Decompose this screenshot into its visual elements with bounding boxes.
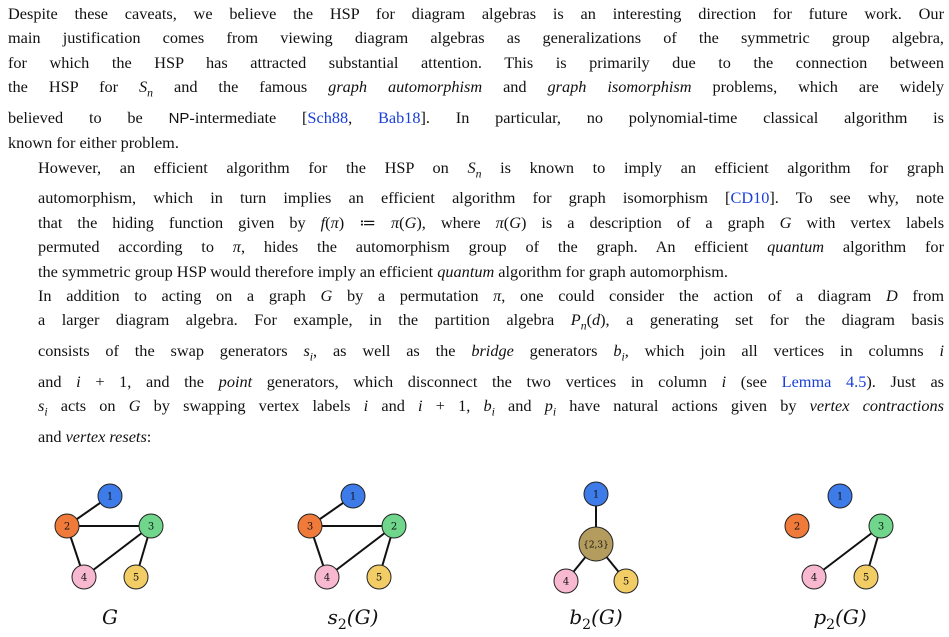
graph-figure (0, 476, 949, 637)
text-run: ]. In particular, no polynomial-time classical algorithm is (420, 107, 945, 127)
subscript: i (44, 405, 48, 419)
italic-text: π (495, 212, 504, 232)
graph-caption: $b_2(G)$ (569, 605, 623, 633)
text-run: , as well as the (313, 341, 472, 361)
node-label: 1 (349, 491, 357, 503)
text-run: is known to imply an efficient algorithm for graph (481, 157, 944, 177)
text-run: main justification comes from viewing diagram algebras as generalizations of the symmetric group algebra, (8, 28, 944, 48)
italic-text: vertex resets (65, 426, 147, 446)
italic-text: i (939, 341, 944, 361)
text-run: believed to be (8, 107, 169, 127)
graph-2 (298, 484, 406, 633)
citation-link[interactable]: Sch88 (307, 107, 349, 127)
text-run: from (897, 285, 945, 305)
italic-text: i (721, 371, 727, 391)
italic-text: G (509, 212, 521, 232)
node-label: 5 (862, 572, 870, 584)
text-run: However, an efficient algorithm for the HSP on (38, 157, 468, 177)
italic-text: G (320, 285, 333, 305)
subscript: n (475, 166, 482, 180)
subscript: n (147, 86, 154, 100)
text-run: : (146, 426, 152, 446)
paragraph (8, 2, 944, 156)
text-run: and the famous (153, 77, 329, 97)
text-run: generators, which disconnect the two vertices in column (252, 371, 722, 391)
node-label: 5 (375, 572, 383, 584)
text-run: problems, which are widely (691, 77, 944, 97)
italic-text: graph isomorphism (547, 77, 692, 97)
text-line (8, 339, 944, 370)
node-label: {2,3} (583, 540, 609, 551)
text-run: and (38, 371, 77, 391)
italic-text: P (570, 310, 581, 330)
node-label: 5 (132, 572, 140, 584)
text-run: , (348, 107, 378, 127)
text-run: ). Just as (866, 371, 945, 391)
text-line (8, 260, 944, 284)
text-run: ) ≔ (338, 212, 391, 232)
text-run: ( (399, 212, 405, 232)
paragraph (8, 156, 944, 284)
text-run: the HSP for (8, 77, 140, 97)
text-run: + 1, (422, 396, 484, 416)
text-run: , hides the automorphism group of the graph. An efficient (240, 237, 768, 257)
node-label: 3 (306, 521, 314, 533)
text-line (8, 308, 944, 339)
text-line (8, 211, 944, 235)
italic-text: D (885, 285, 898, 305)
text-run: ]. To see why, note (769, 188, 944, 208)
italic-text: π (232, 237, 241, 257)
text-line (8, 2, 944, 26)
node-label: 1 (106, 491, 114, 503)
text-run: -intermediate [ (189, 107, 308, 127)
graph-caption: $s_2(G)$ (327, 605, 379, 633)
subscript: i (491, 405, 495, 419)
text-run: ( (325, 212, 331, 232)
node-label: 2 (63, 521, 71, 533)
complexity-class: NP (168, 109, 190, 127)
italic-text: S (467, 157, 476, 177)
text-run: ), where (416, 212, 496, 232)
text-run: (see (726, 371, 782, 391)
italic-text: d (592, 310, 601, 330)
text-run: and (482, 77, 548, 97)
text-run: by a permutation (332, 285, 494, 305)
italic-text: f (320, 212, 326, 232)
italic-text: i (363, 396, 369, 416)
node-label: 1 (836, 491, 844, 503)
text-run: automorphism, which in turn implies an efficient algorithm for graph isomorphism [ (38, 188, 731, 208)
citation-link[interactable]: Lemma 4.5 (781, 371, 867, 391)
italic-text: G (404, 212, 417, 232)
text-line (8, 394, 944, 425)
italic-text: i (76, 371, 81, 391)
node-label: 3 (147, 521, 155, 533)
italic-text: p (544, 396, 553, 416)
text-run: ), a generating set for the diagram basis (600, 310, 944, 330)
text-run: In addition to acting on a graph (38, 285, 321, 305)
text-run: acts on (47, 396, 129, 416)
text-line (8, 51, 944, 75)
graph-4 (785, 484, 893, 633)
italic-text: point (218, 371, 253, 391)
italic-text: bridge (471, 341, 514, 361)
italic-text: π (390, 212, 400, 232)
text-line (8, 75, 944, 106)
text-run: known for either problem. (8, 133, 179, 153)
node-label: 4 (323, 572, 331, 584)
text-run: algorithm for (824, 237, 944, 257)
text-line (8, 26, 944, 50)
italic-text: s (303, 341, 310, 361)
italic-text: i (418, 396, 423, 416)
text-run: , which join all vertices in columns (624, 341, 940, 361)
italic-text: S (139, 77, 148, 97)
citation-link[interactable]: CD10 (730, 188, 770, 208)
node-label: 4 (562, 576, 570, 588)
node-label: 2 (390, 521, 398, 533)
text-run: Despite these caveats, we believe the HSP for diagram algebras is an interesting direction for future work. Our (8, 4, 944, 23)
node-label: 2 (793, 521, 801, 533)
subscript: n (580, 319, 587, 333)
text-run: have natural actions given by (556, 396, 810, 416)
italic-text: graph automorphism (328, 77, 483, 97)
text-run: and (494, 396, 545, 416)
text-line (8, 284, 944, 308)
text-run: the symmetric group HSP would therefore imply an efficient (38, 261, 438, 281)
node-label: 1 (592, 489, 600, 501)
subscript: i (621, 350, 625, 364)
italic-text: s (38, 396, 45, 416)
graph-3 (554, 482, 638, 633)
text-run: algorithm for graph automorphism. (494, 261, 729, 281)
text-run: and (38, 426, 66, 446)
text-line (8, 235, 944, 259)
text-run: , one could consider the action of a diagram (501, 285, 886, 305)
text-run: ( (503, 212, 510, 232)
text-line (8, 186, 944, 210)
text-run: ( (586, 310, 592, 330)
italic-text: b (483, 396, 492, 416)
text-line (8, 370, 944, 394)
node-label: 3 (877, 521, 885, 533)
italic-text: G (779, 212, 792, 232)
text-run: by swapping vertex labels (140, 396, 364, 416)
graph-caption: G (102, 605, 118, 629)
italic-text: quantum (437, 261, 495, 281)
text-run: and (368, 396, 419, 416)
node-label: 5 (622, 576, 630, 588)
text-run: ) is a description of a graph (520, 212, 780, 232)
italic-text: quantum (767, 237, 825, 257)
text-run: with vertex labels (791, 212, 945, 232)
italic-text: π (493, 285, 502, 305)
text-line (8, 425, 944, 449)
node-label: 4 (80, 572, 88, 584)
subscript: i (552, 405, 557, 419)
text-run: that the hiding function given by (38, 212, 321, 232)
text-line (8, 131, 944, 155)
subscript: i (309, 350, 314, 364)
text-line (8, 106, 944, 131)
graph-1 (55, 484, 163, 629)
graph-caption: $p_2(G)$ (813, 605, 867, 633)
text-run: a larger diagram algebra. For example, in the partition algebra (38, 310, 571, 330)
italic-text: π (330, 212, 339, 232)
text-run: + 1, and the (80, 371, 219, 391)
text-line (8, 156, 944, 187)
italic-text: b (613, 341, 622, 361)
citation-link[interactable]: Bab18 (378, 107, 421, 127)
italic-text: G (128, 396, 141, 416)
text-run: consists of the swap generators (38, 341, 304, 361)
italic-text: vertex contractions (809, 396, 944, 416)
text-run: permuted according to (38, 237, 233, 257)
node-label: 4 (810, 572, 818, 584)
paragraph (8, 284, 944, 449)
text-run: for which the HSP has attracted substantial attention. This is primarily due to the connection between (8, 52, 944, 72)
text-run: generators (513, 341, 614, 361)
body-text (8, 2, 944, 449)
